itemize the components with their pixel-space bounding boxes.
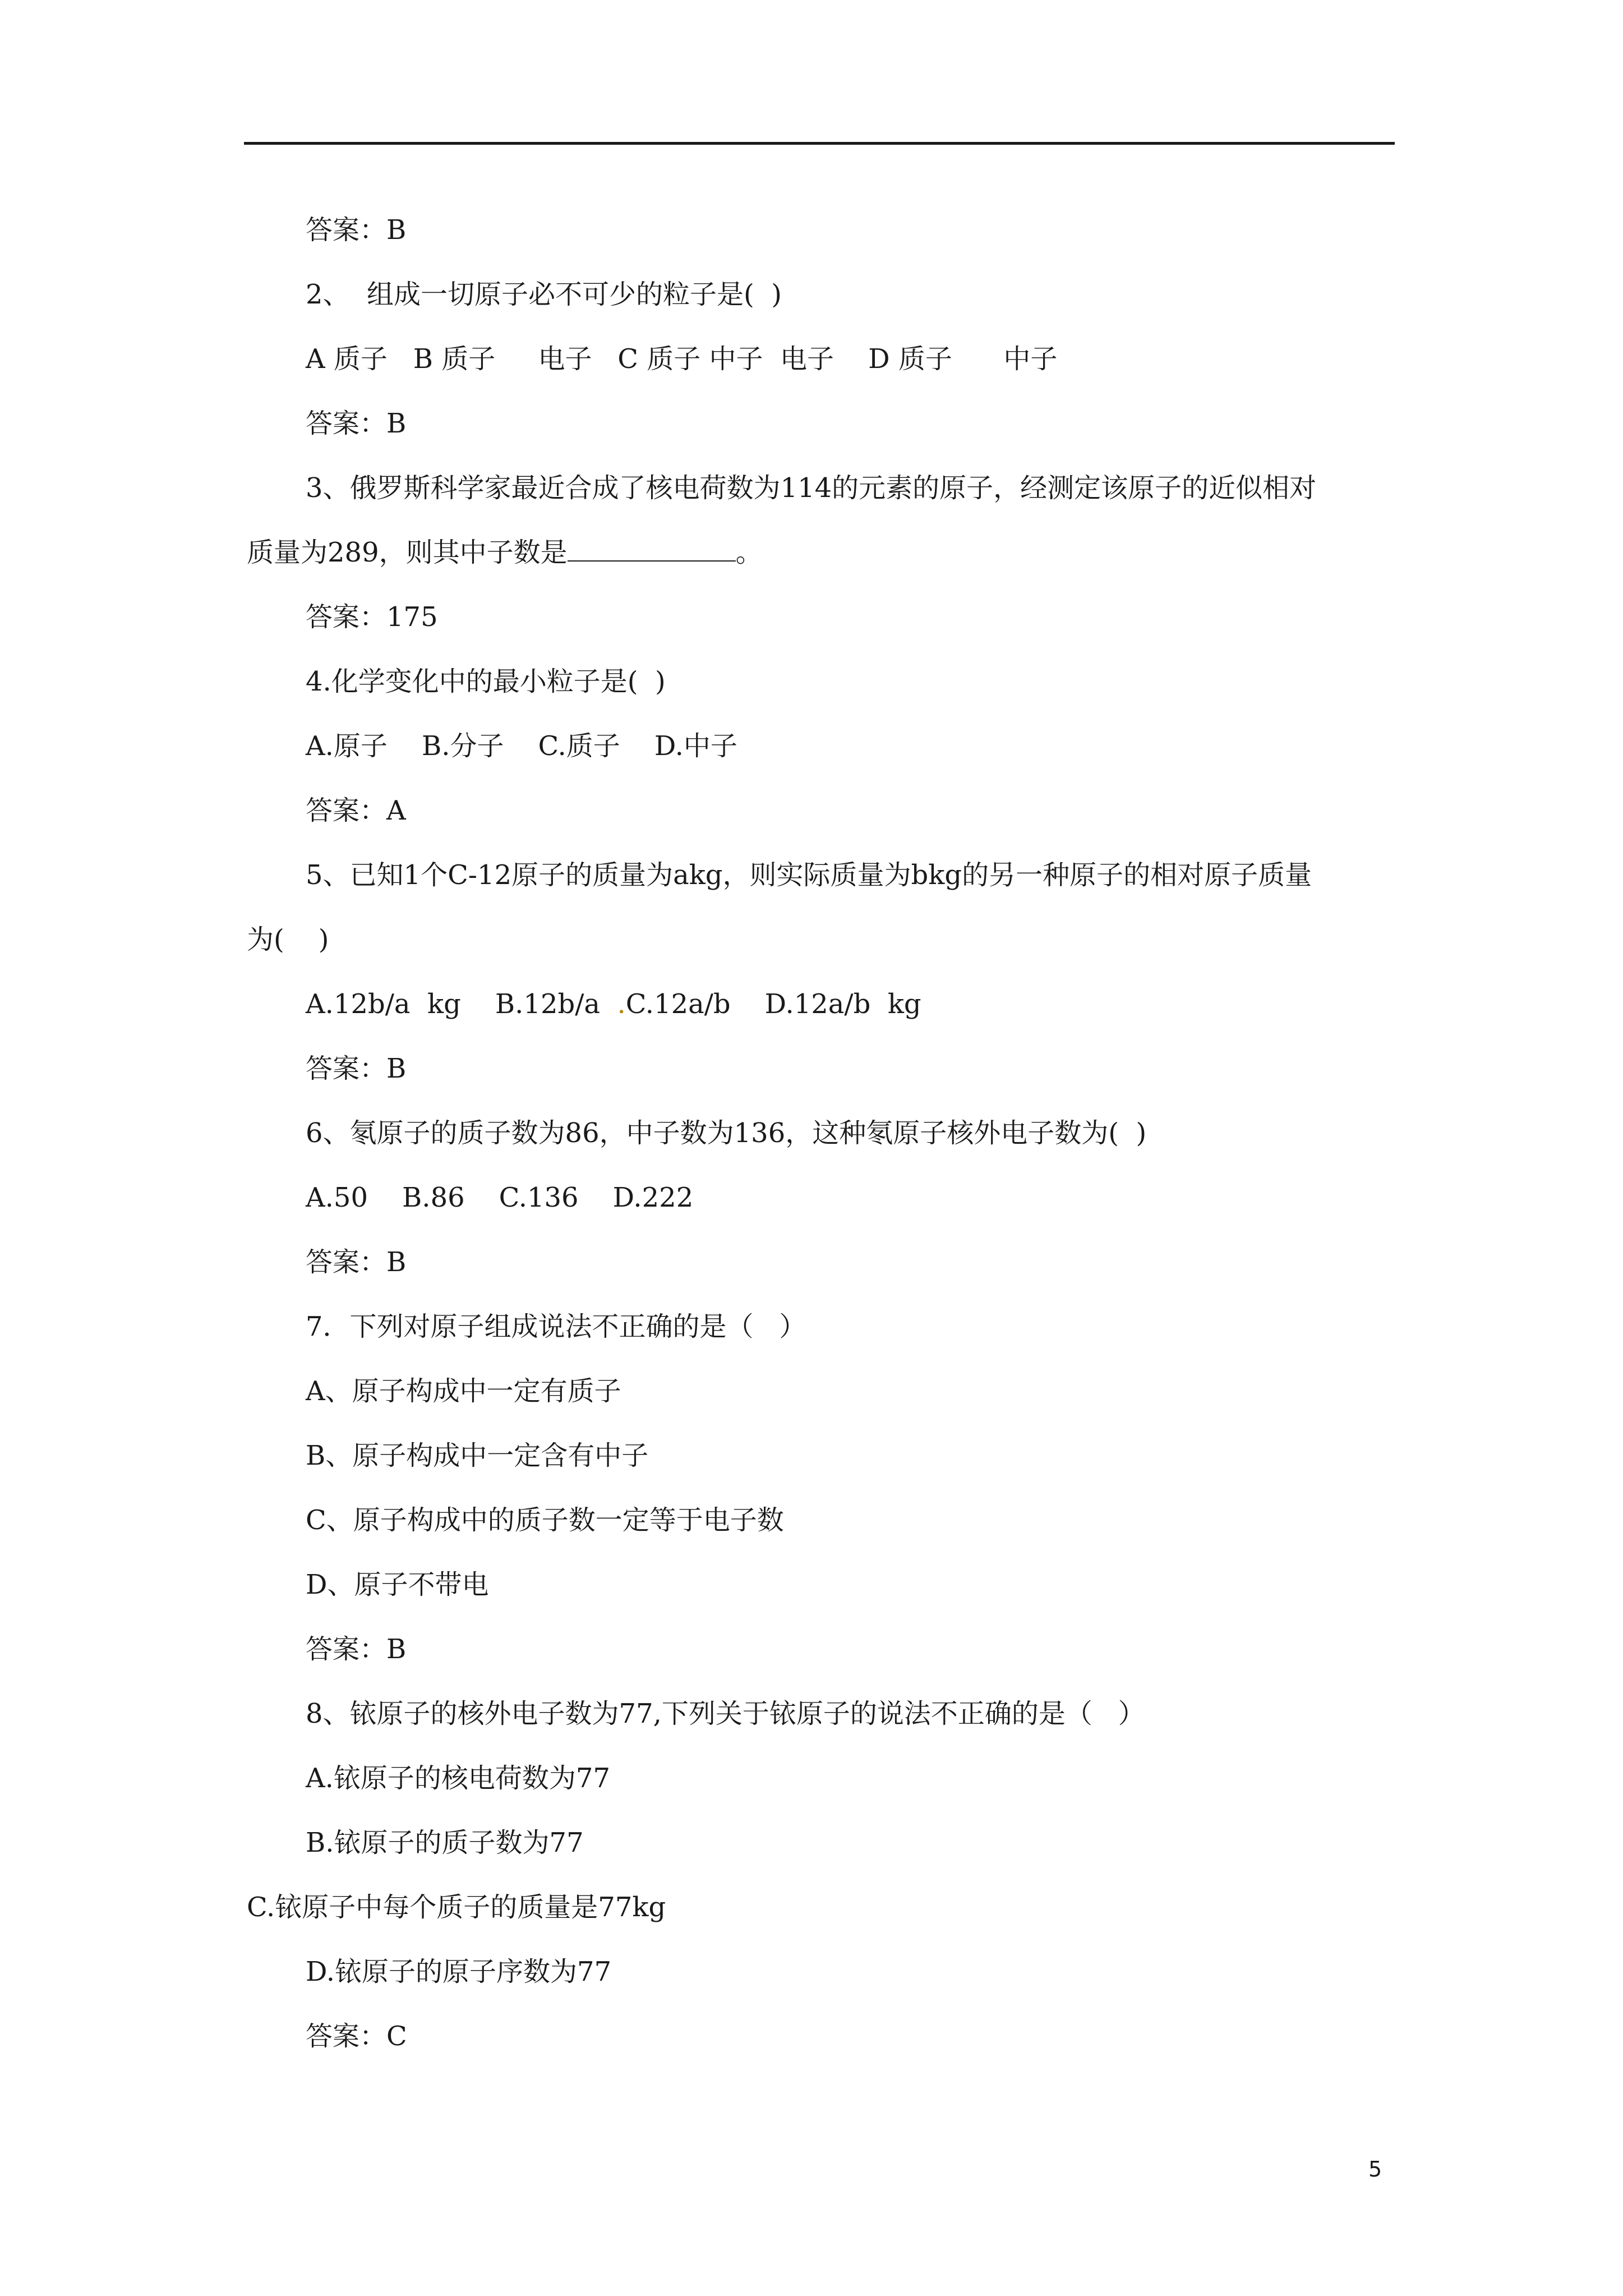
question-3-text: 质量为289，则其中子数是	[247, 537, 568, 568]
answer-7: 答案：B	[306, 1634, 407, 1665]
answer-1: 答案：B	[306, 214, 407, 246]
question-8: 8、铱原子的核外电子数为77,下列关于铱原子的说法不正确的是（ ）	[306, 1698, 1145, 1729]
option-ab: A.12b/a kg B.12b/a	[306, 988, 617, 1020]
question-8-option-b: B.铱原子的质子数为77	[306, 1827, 584, 1858]
question-6-options: A.50 B.86 C.136 D.222	[306, 1182, 694, 1213]
question-5: 5、已知1个C-12原子的质量为akg，则实际质量为bkg的另一种原子的相对原子质量	[306, 859, 1312, 891]
option-cd: C.12a/b D.12a/b kg	[625, 988, 921, 1020]
question-5-options	[306, 987, 921, 1021]
question-7-option-a: A、原子构成中一定有质子	[306, 1375, 621, 1407]
stray-dot: .	[617, 988, 626, 1020]
question-7-option-d: D、原子不带电	[306, 1569, 489, 1600]
answer-2: 答案：B	[306, 408, 407, 439]
answer-8: 答案：C	[306, 2021, 407, 2052]
question-7-option-b: B、原子构成中一定含有中子	[306, 1440, 649, 1471]
page-number: 5	[1368, 2157, 1382, 2182]
question-3-period: 。	[735, 537, 763, 568]
question-5-cont: 为( )	[247, 924, 329, 955]
question-6: 6、氡原子的质子数为86，中子数为136，这种氡原子核外电子数为( )	[306, 1117, 1147, 1149]
question-3-cont	[247, 536, 763, 569]
question-4-options: A.原子 B.分子 C.质子 D.中子	[306, 730, 737, 762]
answer-6: 答案：B	[306, 1246, 407, 1278]
answer-5: 答案：B	[306, 1053, 407, 1084]
question-7-option-c: C、原子构成中的质子数一定等于电子数	[306, 1504, 784, 1536]
answer-blank	[568, 536, 736, 562]
question-3: 3、俄罗斯科学家最近合成了核电荷数为114的元素的原子，经测定该原子的近似相对	[306, 472, 1317, 504]
question-8-option-c: C.铱原子中每个质子的质量是77kg	[247, 1892, 666, 1923]
question-4: 4.化学变化中的最小粒子是( )	[306, 666, 666, 697]
answer-3: 答案：175	[306, 601, 438, 633]
header-rule	[244, 142, 1395, 145]
question-8-option-a: A.铱原子的核电荷数为77	[306, 1763, 611, 1794]
question-8-option-d: D.铱原子的原子序数为77	[306, 1956, 612, 1987]
question-7: 7．下列对原子组成说法不正确的是（ ）	[306, 1311, 806, 1342]
answer-4: 答案：A	[306, 795, 406, 826]
question-2-options: A 质子 B 质子 电子 C 质子 中子 电子 D 质子 中子	[306, 343, 1058, 375]
question-2: 2、 组成一切原子必不可少的粒子是( )	[306, 279, 782, 310]
